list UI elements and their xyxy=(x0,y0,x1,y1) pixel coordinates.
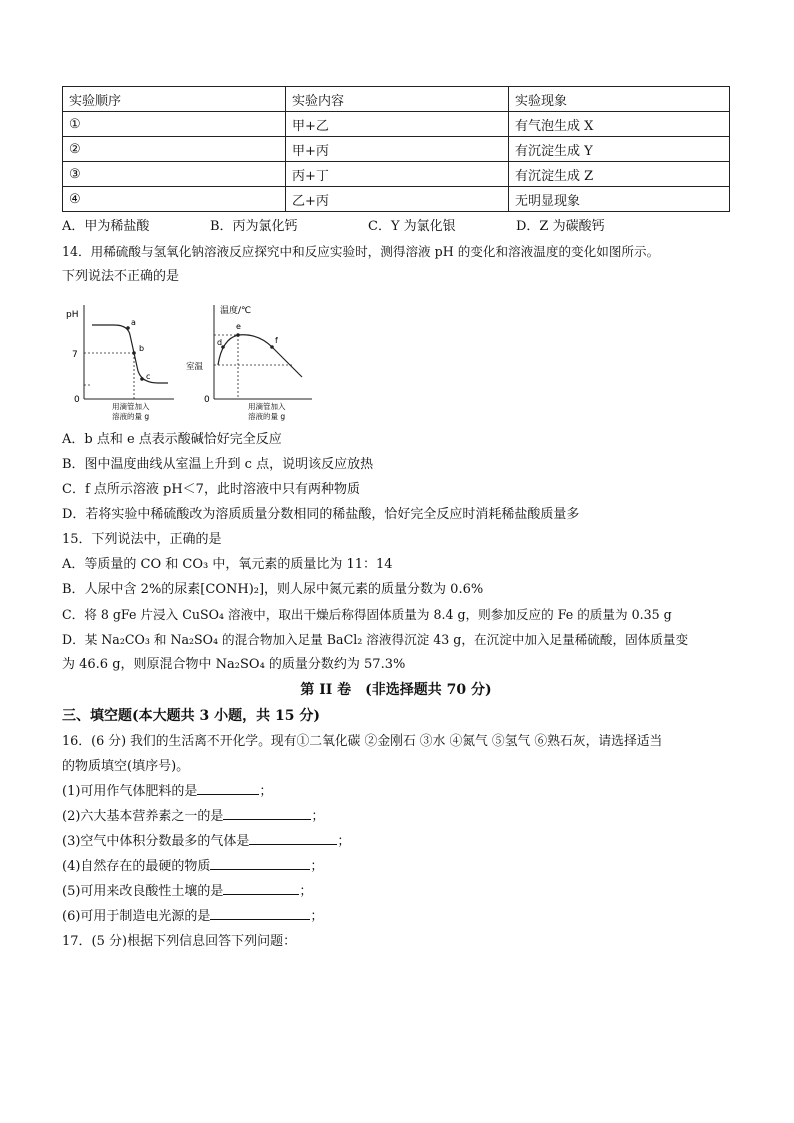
temp-tick-0: 0 xyxy=(204,395,210,405)
q16-item-text: (3)空气中体积分数最多的气体是 xyxy=(62,834,250,849)
table-cell: ④ xyxy=(63,187,286,212)
q13-options xyxy=(62,214,730,239)
temp-x-label-2: 溶液的量 g xyxy=(248,412,286,421)
q16-item-end: ； xyxy=(299,884,313,899)
q16-item-text: (2)六大基本营养素之一的是 xyxy=(62,809,224,824)
temp-label-f: f xyxy=(275,336,278,345)
header-cell: 实验顺序 xyxy=(63,87,286,112)
q16-item-2 xyxy=(62,804,730,829)
option-a: A．甲为稀盐酸 xyxy=(62,219,150,234)
temp-point-e xyxy=(236,333,240,337)
temp-tick-room: 室温 xyxy=(186,362,204,372)
ph-y-label: pH xyxy=(66,310,79,320)
table-cell: 乙+丙 xyxy=(286,187,509,212)
ph-and-temperature-charts xyxy=(62,295,322,423)
answer-blank[interactable] xyxy=(210,855,310,870)
q14-option-c: C．f 点所示溶液 pH＜7，此时溶液中只有两种物质 xyxy=(62,482,360,497)
q16-item-end: ； xyxy=(310,909,324,924)
table-row xyxy=(63,187,730,212)
table-cell: 丙+丁 xyxy=(286,162,509,187)
q15-option-a: A．等质量的 CO 和 CO₃ 中，氧元素的质量比为 11：14 xyxy=(62,557,393,572)
option-b: B．丙为氯化钙 xyxy=(210,219,298,234)
table-cell: 无明显现象 xyxy=(509,187,730,212)
q15-option-b: B．人尿中含 2%的尿素[CONH)₂]，则人尿中氮元素的质量分数为 0.6% xyxy=(62,582,484,597)
section-title-fill-blank: 三、填空题(本大题共 3 小题，共 15 分) xyxy=(62,708,320,724)
ph-label-c: c xyxy=(146,372,151,381)
q16-item-1 xyxy=(62,779,730,804)
q16-stem-line1: 16．(6 分) 我们的生活离不开化学。现有①二氧化碳 ②金刚石 ③水 ④氮气 ⑤氢气 ⑥熟石灰，请选择适当 xyxy=(62,734,663,749)
q14-stem-line2: 下列说法不正确的是 xyxy=(62,269,180,284)
header-cell: 实验现象 xyxy=(509,87,730,112)
table-cell: ③ xyxy=(63,162,286,187)
q16-item-end: ； xyxy=(259,784,273,799)
table-row xyxy=(63,112,730,137)
ph-x-label-1: 用滴管加入 xyxy=(112,402,150,411)
table-header-row xyxy=(63,87,730,112)
temp-x-label-1: 用滴管加入 xyxy=(248,402,286,411)
ph-point-c xyxy=(140,377,144,381)
q16-item-end: ； xyxy=(337,834,351,849)
table-cell: 有沉淀生成 Z xyxy=(509,162,730,187)
ph-x-label-2: 溶液的量 g xyxy=(112,412,150,421)
temp-point-f xyxy=(270,345,274,349)
q16-item-end: ； xyxy=(310,859,324,874)
q15-option-d-line2: 为 46.6 g，则原混合物中 Na₂SO₄ 的质量分数约为 57.3% xyxy=(62,657,406,672)
exam-page xyxy=(62,86,730,954)
q16-item-text: (5)可用来改良酸性土壤的是 xyxy=(62,884,224,899)
table-cell: ② xyxy=(63,137,286,162)
q16-item-3 xyxy=(62,829,730,854)
q14-option-b: B．图中温度曲线从室温上升到 c 点，说明该反应放热 xyxy=(62,457,374,472)
ph-tick-0: 0 xyxy=(74,395,80,405)
q16-item-5 xyxy=(62,879,730,904)
q16-item-text: (6)可用于制造电光源的是 xyxy=(62,909,211,924)
q17-stem: 17．(5 分)根据下列信息回答下列问题： xyxy=(62,934,297,949)
option-c: C．Y 为氯化银 xyxy=(368,219,456,234)
answer-blank[interactable] xyxy=(197,780,259,795)
q16-item-6 xyxy=(62,904,730,929)
ph-point-b xyxy=(132,351,136,355)
table-cell: ① xyxy=(63,112,286,137)
q15-option-d-line1: D．某 Na₂CO₃ 和 Na₂SO₄ 的混合物加入足量 BaCl₂ 溶液得沉淀 43 g，在沉淀中加入足量稀硫酸，固体质量变 xyxy=(62,632,689,647)
temperature-chart xyxy=(186,304,312,421)
temp-label-d: d xyxy=(217,338,223,347)
ph-chart xyxy=(66,305,174,421)
header-cell: 实验内容 xyxy=(286,87,509,112)
q16-item-text: (1)可用作气体肥料的是 xyxy=(62,784,198,799)
table-cell: 甲+乙 xyxy=(286,112,509,137)
answer-blank[interactable] xyxy=(249,830,337,845)
q14-stem-line1: 14．用稀硫酸与氢氧化钠溶液反应探究中和反应实验时，测得溶液 pH 的变化和溶液温度的变化如图所示。 xyxy=(62,244,660,259)
temp-curve xyxy=(218,335,302,377)
table-row xyxy=(63,162,730,187)
option-d: D．Z 为碳酸钙 xyxy=(516,219,605,234)
q14-option-d: D．若将实验中稀硫酸改为溶质质量分数相同的稀盐酸，恰好完全反应时消耗稀盐酸质量多 xyxy=(62,507,580,522)
q14-figures xyxy=(62,295,730,423)
ph-label-a: a xyxy=(131,318,136,327)
q16-stem-line2: 的物质填空(填序号)。 xyxy=(62,759,190,774)
q16-item-end: ； xyxy=(311,809,325,824)
section-title-part2: 第 II 卷 (非选择题共 70 分) xyxy=(300,682,492,698)
ph-tick-7: 7 xyxy=(72,350,78,360)
answer-blank[interactable] xyxy=(223,805,311,820)
q15-stem: 15．下列说法中，正确的是 xyxy=(62,532,222,547)
table-cell: 有气泡生成 X xyxy=(509,112,730,137)
ph-label-b: b xyxy=(139,344,145,353)
answer-blank[interactable] xyxy=(223,880,299,895)
q15-option-c: C．将 8 gFe 片浸入 CuSO₄ 溶液中，取出干燥后称得固体质量为 8.4 g，则参加反应的 Fe 的质量为 0.35 g xyxy=(62,607,672,622)
ph-point-a xyxy=(126,326,130,330)
experiment-table xyxy=(62,86,730,212)
temp-y-label: 温度/℃ xyxy=(220,306,252,316)
table-cell: 有沉淀生成 Y xyxy=(509,137,730,162)
q16-item-4 xyxy=(62,854,730,879)
ph-curve xyxy=(92,325,168,383)
q16-item-text: (4)自然存在的最硬的物质 xyxy=(62,859,211,874)
answer-blank[interactable] xyxy=(210,905,310,920)
table-cell: 甲+丙 xyxy=(286,137,509,162)
table-row xyxy=(63,137,730,162)
q14-option-a: A．b 点和 e 点表示酸碱恰好完全反应 xyxy=(62,432,282,447)
temp-label-e: e xyxy=(236,322,241,331)
